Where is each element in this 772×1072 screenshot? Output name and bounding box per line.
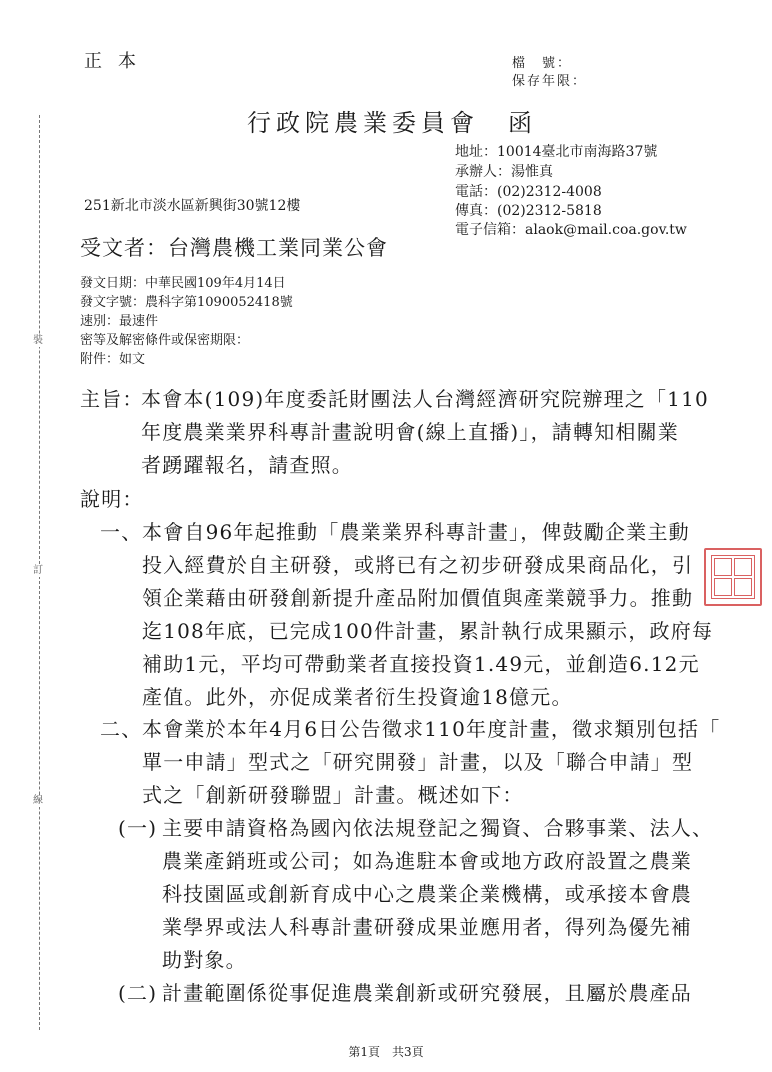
attachment: 附件：如文 xyxy=(80,352,146,367)
subject-line: 年度農業業界科專計畫說明會(線上直播)」，請轉知相關業 xyxy=(141,420,680,444)
item-marker: 一、 xyxy=(100,520,143,544)
binding-mark-bottom: 線 xyxy=(33,795,43,806)
paragraph-line: 科技園區或創新育成中心之農業企業機構，或承接本會農 xyxy=(162,882,692,906)
contact-email: 電子信箱：alaok@mail.coa.gov.tw xyxy=(455,222,687,238)
contact-handler: 承辦人：湯惟真 xyxy=(455,164,553,180)
subject-label: 主旨： xyxy=(80,387,144,411)
paragraph-line: 計畫範圍係從事促進農業創新或研究發展，且屬於農產品 xyxy=(162,981,692,1005)
document-number: 發文字號：農科字第1090052418號 xyxy=(80,295,293,310)
explanation-label: 說明： xyxy=(80,487,144,511)
paragraph-line: 式之「創新研發聯盟」計畫。概述如下： xyxy=(142,783,524,807)
official-seal-icon xyxy=(704,548,762,606)
copy-mark: 正本 xyxy=(84,51,152,72)
paragraph-line: 領企業藉由研發創新提升產品附加價值與產業競爭力。推動 xyxy=(142,586,694,610)
recipient: 受文者：台灣農機工業同業公會 xyxy=(80,236,388,260)
contact-phone: 電話：(02)2312-4008 xyxy=(455,184,602,200)
binding-mark-top: 裝 xyxy=(33,335,43,346)
paragraph-line: 單一申請」型式之「研究開發」計畫，以及「聯合申請」型 xyxy=(142,750,694,774)
subject-line: 本會本(109)年度委託財團法人台灣經濟研究院辦理之「110 xyxy=(141,387,709,411)
paragraph-line: 補助1元，平均可帶動業者直接投資1.49元，並創造6.12元 xyxy=(142,652,700,676)
paragraph-line: 投入經費於自主研發，或將已有之初步研發成果商品化，引 xyxy=(142,553,694,577)
contact-fax: 傳真：(02)2312-5818 xyxy=(455,203,602,219)
delivery-speed: 速別：最速件 xyxy=(80,314,159,329)
file-number-label: 檔 號： xyxy=(512,56,573,71)
contact-address: 地址：10014臺北市南海路37號 xyxy=(455,144,658,160)
retention-label: 保存年限： xyxy=(512,74,588,89)
paragraph-line: 農業產銷班或公司；如為進駐本會或地方政府設置之農業 xyxy=(162,849,692,873)
issue-date: 發文日期：中華民國109年4月14日 xyxy=(80,276,286,291)
paragraph-line: 業學界或法人科專計畫研發成果並應用者，得列為優先補 xyxy=(162,915,692,939)
paragraph-line: 主要申請資格為國內依法規登記之獨資、合夥事業、法人、 xyxy=(162,816,714,840)
sub-item-marker: (二) xyxy=(118,981,158,1005)
recipient-address: 251新北市淡水區新興街30號12樓 xyxy=(84,198,301,214)
paragraph-line: 產值。此外，亦促成業者衍生投資逾18億元。 xyxy=(142,685,573,709)
item-marker: 二、 xyxy=(100,717,143,741)
organization-title: 行政院農業委員會 函 xyxy=(247,109,537,137)
paragraph-line: 本會自96年起推動「農業業界科專計畫」，俾鼓勵企業主動 xyxy=(142,520,690,544)
page-number: 第1頁 共3頁 xyxy=(348,1045,424,1059)
sub-item-marker: (一) xyxy=(118,816,158,840)
paragraph-line: 迄108年底，已完成100件計畫，累計執行成果顯示，政府每 xyxy=(142,619,714,643)
binding-mark-mid: 訂 xyxy=(33,565,43,576)
subject-line: 者踴躍報名，請查照。 xyxy=(141,453,353,477)
security-level: 密等及解密條件或保密期限： xyxy=(80,333,250,348)
paragraph-line: 本會業於本年4月6日公告徵求110年度計畫，徵求類別包括「 xyxy=(142,717,721,741)
paragraph-line: 助對象。 xyxy=(162,948,247,972)
